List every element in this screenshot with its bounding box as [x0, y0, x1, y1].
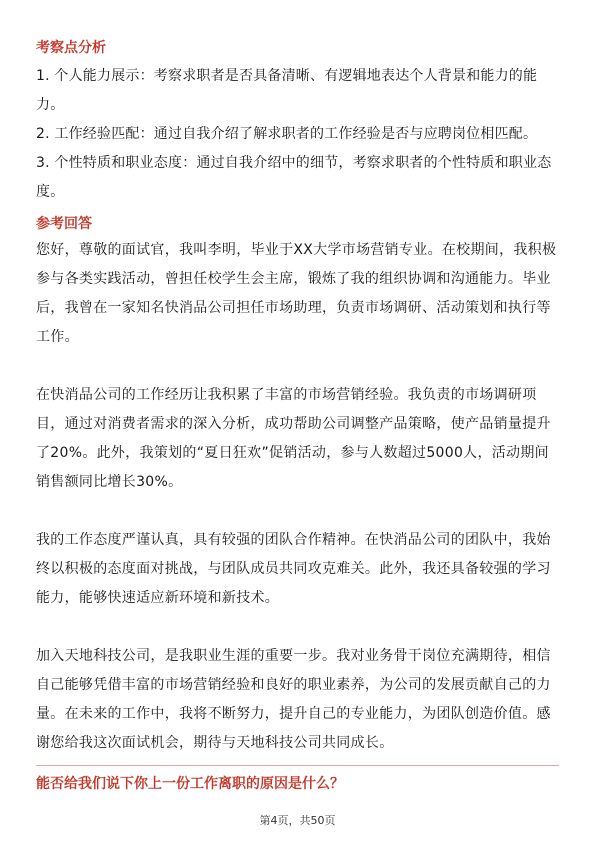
- analysis-item: 3. 个性特质和职业态度：通过自我介绍中的细节，考察求职者的个性特质和职业态度。: [36, 155, 552, 200]
- analysis-list: [36, 62, 559, 207]
- analysis-item: 1. 个人能力展示：考察求职者是否具备清晰、有逻辑地表达个人背景和能力的能力。: [36, 68, 538, 113]
- analysis-heading: 考察点分析: [36, 40, 106, 56]
- answer-paragraph: 加入天地科技公司，是我职业生涯的重要一步。我对业务骨干岗位充满期待，相信自己能够凭借丰富的市场营销经验和良好的职业素养，为公司的发展贡献自己的力量。在未来的工作中，我将不断努力，提升自己的专业能力，为团队创造价值。感谢您给我这次面试机会，期待与天地科技公司共同成长。: [36, 648, 551, 751]
- analysis-item: 2. 工作经验匹配：通过自我介绍了解求职者的工作经验是否与应聘岗位相匹配。: [36, 126, 538, 142]
- answer-paragraph: 我的工作态度严谨认真，具有较强的团队合作精神。在快消品公司的团队中，我始终以积极的态度面对挑战，与团队成员共同攻克难关。此外，我还具备较强的学习能力，能够快速适应新环境和新技术。: [36, 532, 551, 606]
- page-number: 第4页，共50页: [259, 814, 336, 827]
- page-content: [36, 36, 559, 796]
- section-divider: [36, 765, 559, 766]
- answer-heading: 参考回答: [36, 216, 92, 232]
- next-question: 能否给我们说下你上一份工作离职的原因是什么？: [36, 776, 344, 792]
- answer-paragraph: 在快消品公司的工作经历让我积累了丰富的市场营销经验。我负责的市场调研项目，通过对消费者需求的深入分析，成功帮助公司调整产品策略，使产品销量提升了20%。此外，我策划的“夏日狂欢”促销活动，参与人数超过5000人，活动期间销售额同比增长30%。: [36, 387, 551, 490]
- answer-paragraph: 您好，尊敬的面试官，我叫李明，毕业于XX大学市场营销专业。在校期间，我积极参与各类实践活动，曾担任校学生会主席，锻炼了我的组织协调和沟通能力。毕业后，我曾在一家知名快消品公司担任市场助理，负责市场调研、活动策划和执行等工作。: [36, 242, 557, 345]
